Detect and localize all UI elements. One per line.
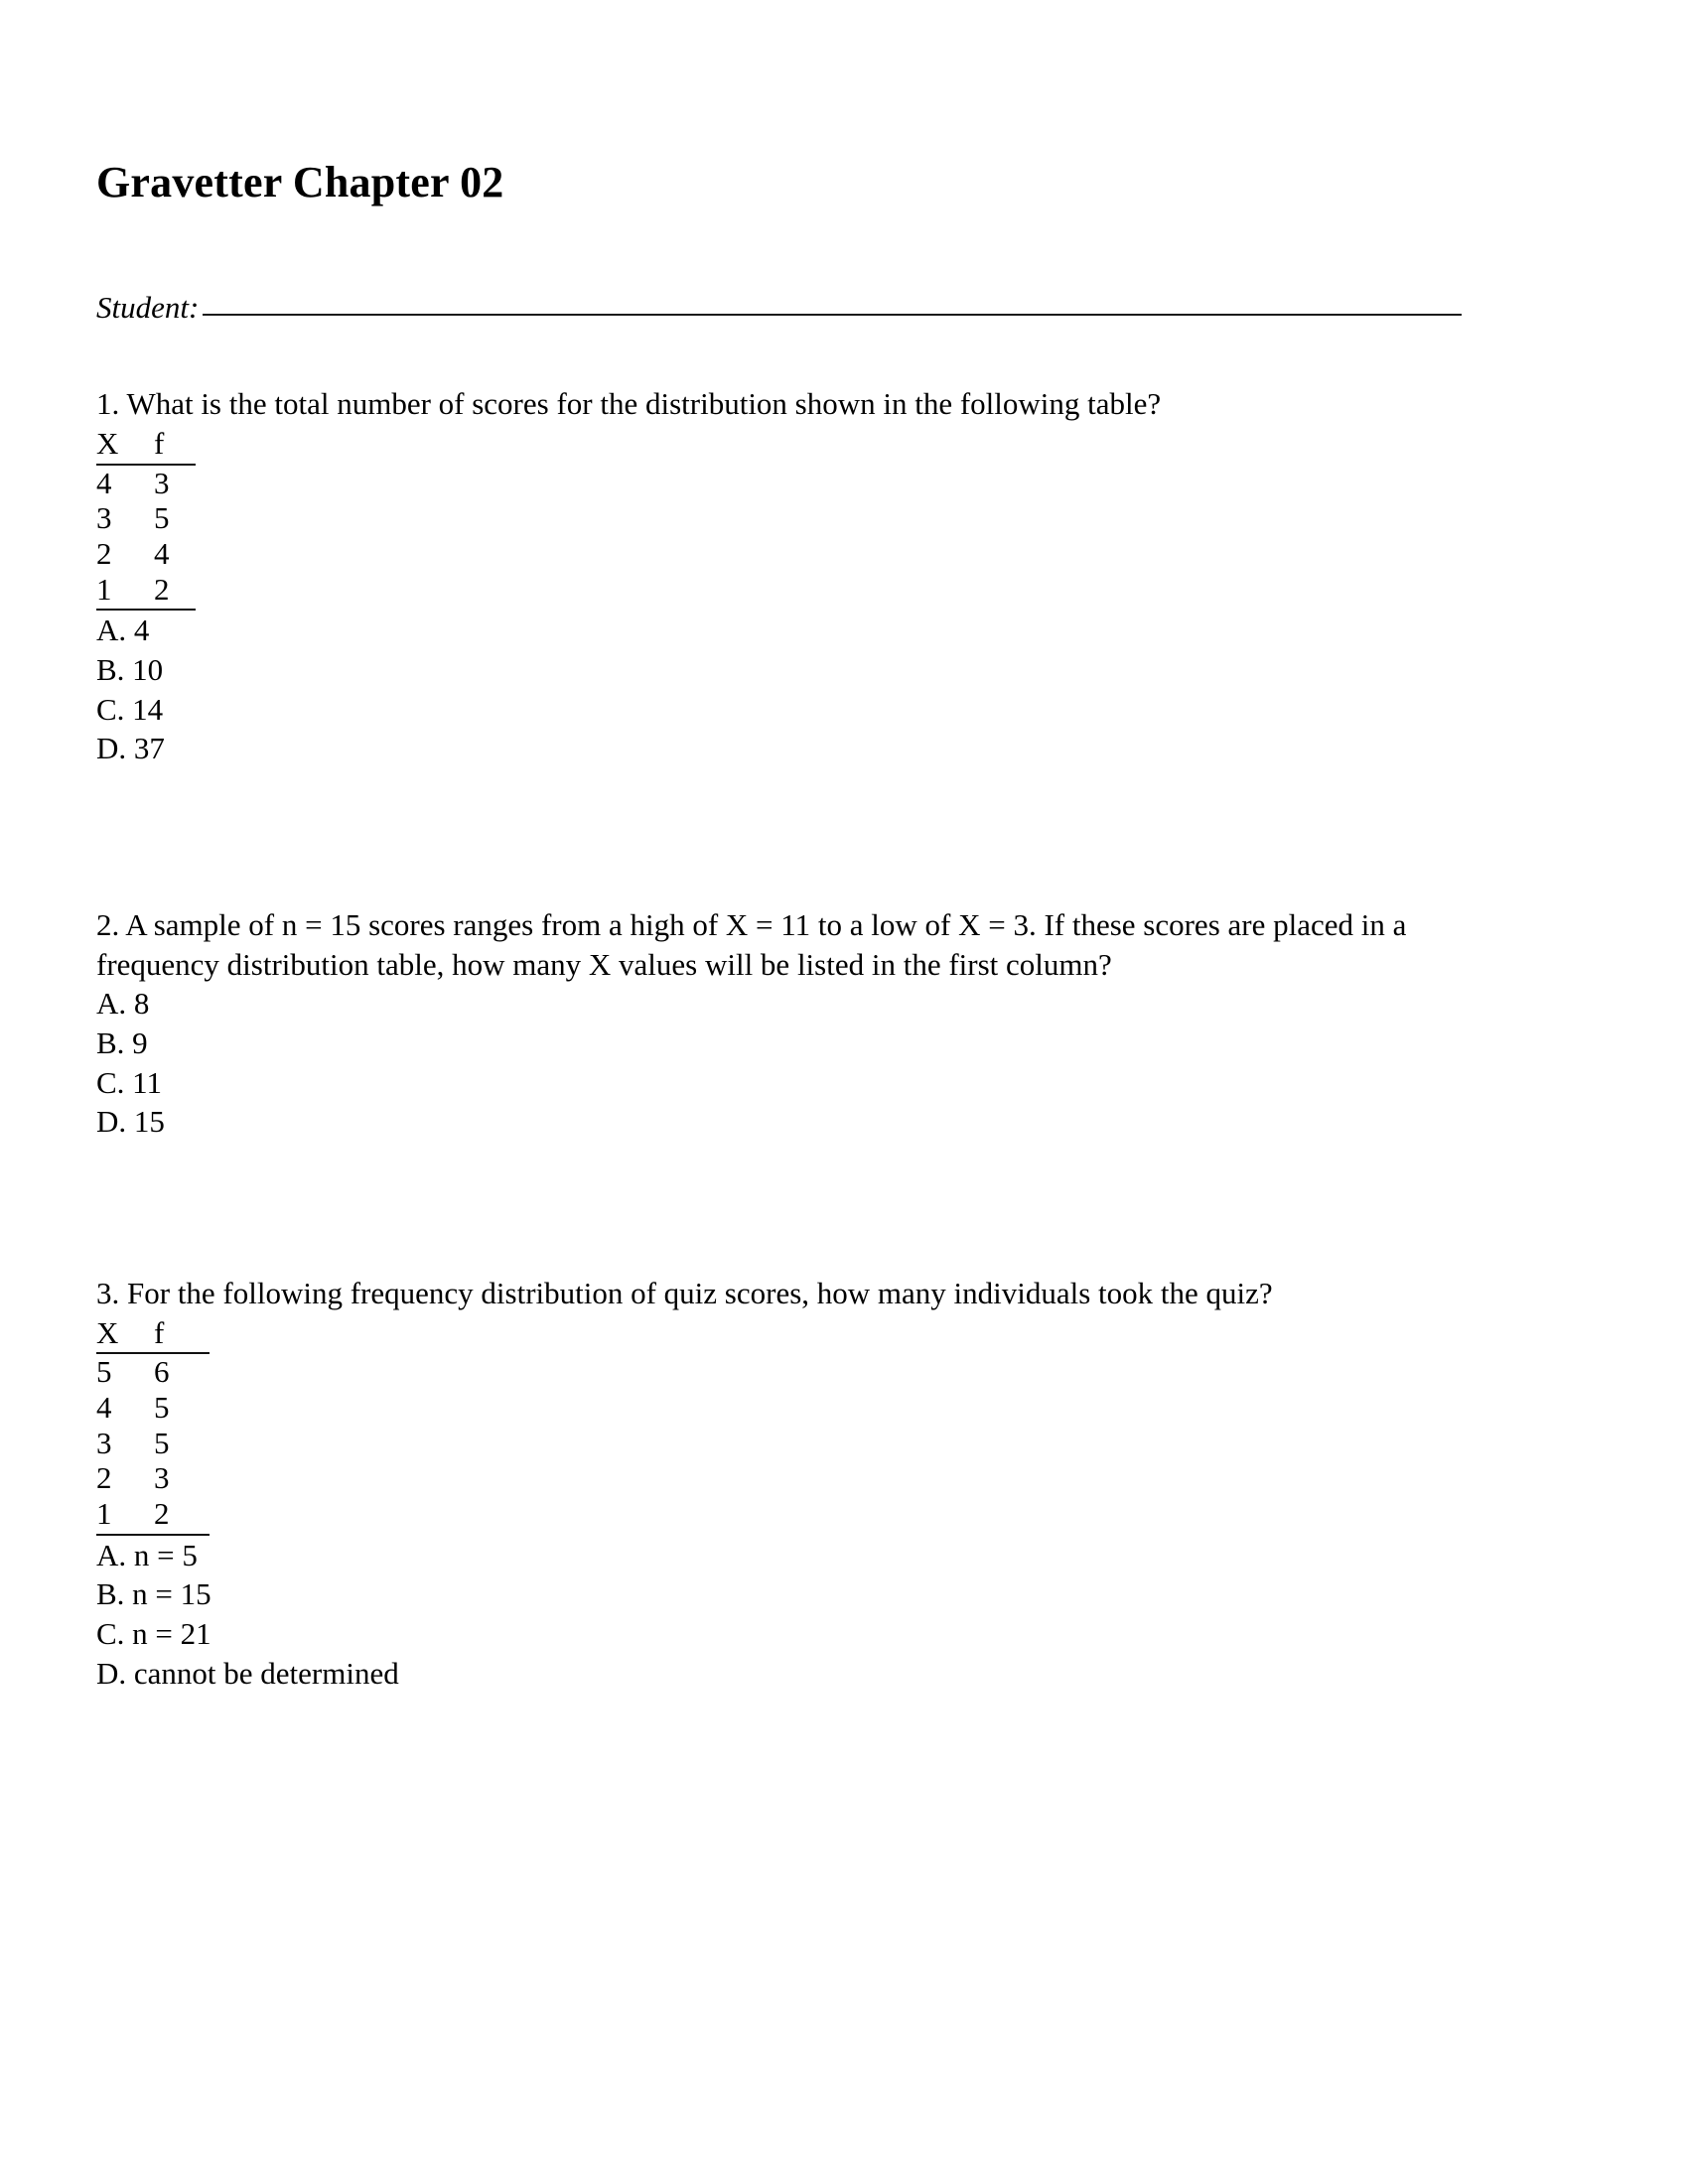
table-header-x: X [96,1315,134,1354]
option-c[interactable]: C. n = 21 [96,1615,211,1651]
option-d[interactable]: D. 15 [96,1104,165,1140]
option-b[interactable]: B. 10 [96,651,164,687]
cell-f: 4 [154,535,170,571]
option-a[interactable]: A. n = 5 [96,1537,198,1572]
question-3-text: 3. For the following frequency distribution of quiz scores, how many individuals took the quiz? [96,1275,1273,1310]
cell-x: 4 [96,465,112,500]
student-label: Student: [96,290,200,326]
cell-x: 2 [96,1460,112,1496]
question-2-text: 2. A sample of n = 15 scores ranges from a high of X = 11 to a low of X = 3. If these scores are placed in a frequency distribution table, how many X values will be listed in the first column? [96,906,1407,982]
cell-x: 5 [96,1354,112,1390]
cell-x: 2 [96,535,112,571]
option-c[interactable]: C. 11 [96,1064,163,1100]
student-field-row [96,290,1462,326]
option-b[interactable]: B. n = 15 [96,1576,211,1612]
table-header-f: f [134,1315,210,1354]
cell-f: 5 [154,1389,170,1425]
student-name-blank[interactable] [203,313,1462,316]
question-block-2 [96,905,1536,1142]
cell-f: 2 [134,1496,210,1535]
question-block-1 [96,384,1536,768]
cell-x: 3 [96,1425,112,1460]
frequency-table-3 [96,1315,210,1536]
option-b[interactable]: B. 9 [96,1024,148,1060]
table-row [96,1390,210,1426]
page-title: Gravetter Chapter 02 [96,158,504,206]
question-1-options [96,611,1536,768]
frequency-table-1 [96,426,196,611]
question-2-options [96,984,1536,1142]
table-header-row [96,426,196,465]
cell-x: 3 [96,500,112,536]
cell-f: 3 [154,1460,170,1496]
question-block-3 [96,1274,1536,1693]
table-row [96,1460,210,1496]
table-row [96,1353,210,1390]
table-row [96,1496,210,1535]
table-header-x: X [96,426,134,465]
cell-f: 5 [154,1425,170,1460]
table-row [96,465,196,501]
question-1-text: 1. What is the total number of scores for the distribution shown in the following table? [96,386,1162,422]
table-header-row [96,1315,210,1354]
cell-x: 4 [96,1389,112,1425]
cell-f: 6 [154,1354,170,1390]
option-c[interactable]: C. 14 [96,691,164,727]
option-a[interactable]: A. 8 [96,986,150,1022]
table-header-f: f [134,426,196,465]
document-content [96,159,1536,1693]
cell-f: 3 [154,465,170,500]
cell-f: 2 [134,572,196,611]
cell-x: 1 [96,572,134,611]
question-3-options [96,1536,1536,1694]
option-d[interactable]: D. 37 [96,731,165,766]
table-row [96,500,196,536]
table-row [96,572,196,611]
cell-x: 1 [96,1496,134,1535]
option-a[interactable]: A. 4 [96,613,150,648]
option-d[interactable]: D. cannot be determined [96,1655,399,1691]
table-row [96,536,196,572]
table-row [96,1426,210,1461]
cell-f: 5 [154,500,170,536]
